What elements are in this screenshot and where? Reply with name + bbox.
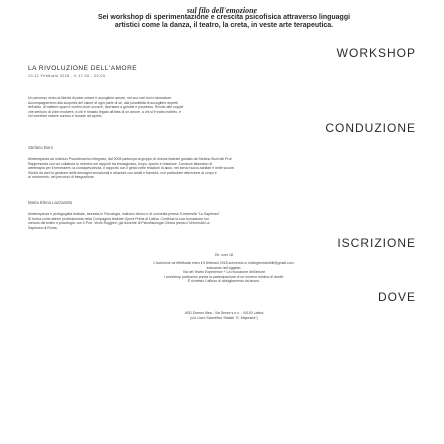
description-line-1: Un percorso verso la libertà di poter creare e accogliere amore, nel suo vari toni e sfumature.: [28, 96, 172, 100]
intro-line-1: Sei workshop di sperimentazione e crescita psicofisica attraverso linguaggi: [97, 14, 351, 21]
description-block: [28, 96, 420, 119]
dove-line-2: (c/o Liceo Scientifico Statale "E. Majorana"): [190, 315, 258, 320]
person-2-name: Maria Elena Lazzarotto: [28, 200, 73, 205]
person-1-name: Stefano Boni: [28, 145, 53, 150]
person-1-bio-line-1: Arteterapeuta ad indirizzo Psicodinamico integrato, dal 2005 partecipa al gruppo di ricerca teatrale guidato da Stefano Boni del Prof.: [28, 157, 233, 161]
workshop-dates: 10-11 Febbraio 2018 - h 17.00 - 20.00: [28, 74, 106, 78]
description-line-5: chi vorrebbe essere curioso e tornare ad aprirsi.: [28, 114, 103, 119]
conduzione-heading: CONDUZIONE: [325, 121, 416, 135]
iscrizione-line-3: Via del Teatro Experience + La rivoluzione dell'amore: [182, 270, 266, 275]
intro-line-2: artistici come la danza, il teatro, la creta, in veste arte terapeutica.: [114, 22, 334, 29]
person-1-bio-line-2: Rappresenta con cui collabora in ricerche nei rapporti tra immaginario, corpo, spazio e relazione. Conduce laboratori di: [28, 161, 213, 166]
person-2-bio-line-2: Si forma come attrice professionista nella Compagnia teatrale Opera Prima di Latina. Continua la sua formazione sul: [28, 216, 209, 221]
iscrizione-details: [28, 261, 420, 284]
dove-details: [28, 311, 420, 320]
dove-heading: DOVE: [377, 290, 416, 304]
dove-line-1: ASD Domus Mea - Via Sezze s.n.c. - 04100 Latina: [184, 311, 264, 315]
iscrizione-heading: ISCRIZIONE: [337, 236, 416, 250]
intro-text: [28, 14, 420, 30]
person-1-bio-line-5: al movimento, nel percorso di integrazione.: [28, 175, 95, 180]
person-1-bio-line-4: Studia da anni la gestione delle immagini emozionali e relazioni con adulti e bambini, con particolare attenzione al corpo e: [28, 170, 217, 175]
person-1-bio: [28, 157, 420, 180]
person-1-bio-line-3: arteterapia per il benessere, la consapevolezza, il rapporto con il gesto nelle relazioni di aiuto, nei servizi socio-sanitari e nelle scuole.: [28, 166, 235, 171]
person-2-bio-line-4: Sapienza di Roma.: [28, 225, 58, 230]
person-2-bio-line-1: Arteterapeuta e pedagogista teatrale, laureata in Psicologia, indirizzo clinico e di comunità presso l'Università "La Sapienza".: [28, 212, 221, 216]
person-2-bio-line-3: metodo del teatro e psicologia, con il Prof. Vezio Ruggieri, già docente di Psicofisiologia Clinica presso l'Università La: [28, 221, 210, 226]
description-line-4: che sentono di voler evolvere, a chi è rimasto legato all'idea di un amore, a chi si è tratto indietro, e: [28, 109, 182, 114]
iscrizione-line-5: È richiesto l'utilizzo di abbigliamento da lavoro.: [187, 279, 261, 284]
tagline: sul filo dell'emozione: [186, 6, 258, 15]
iscrizione-fee: Eb. over 18: [215, 253, 233, 257]
person-2-bio: [28, 212, 420, 230]
workshop-heading: WORKSHOP: [336, 46, 416, 60]
description-line-3: dell'altro, di mettere spazi e confini dove occorre, ripensare a gelosie e possesso. Rivolto alle coppie: [28, 105, 184, 110]
iscrizione-line-1: L'iscrizione va effettuata entro il 5 febbraio 2018 scrivendo a: bottegheinvisibili@gmail.com,: [153, 261, 295, 265]
description-line-2: Accompagneremo alla scoperta del valore di ogni parte di sé, alla possibilità di accogliere aspetti: [28, 100, 178, 105]
iscrizione-line-4: I workshop partiranno previa la partecipazione di un numero minimo di iscritti.: [164, 274, 284, 279]
series-title: LA RIVOLUZIONE DELL'AMORE: [28, 65, 138, 72]
iscrizione-line-2: indicando nell'oggetto:: [206, 265, 242, 270]
